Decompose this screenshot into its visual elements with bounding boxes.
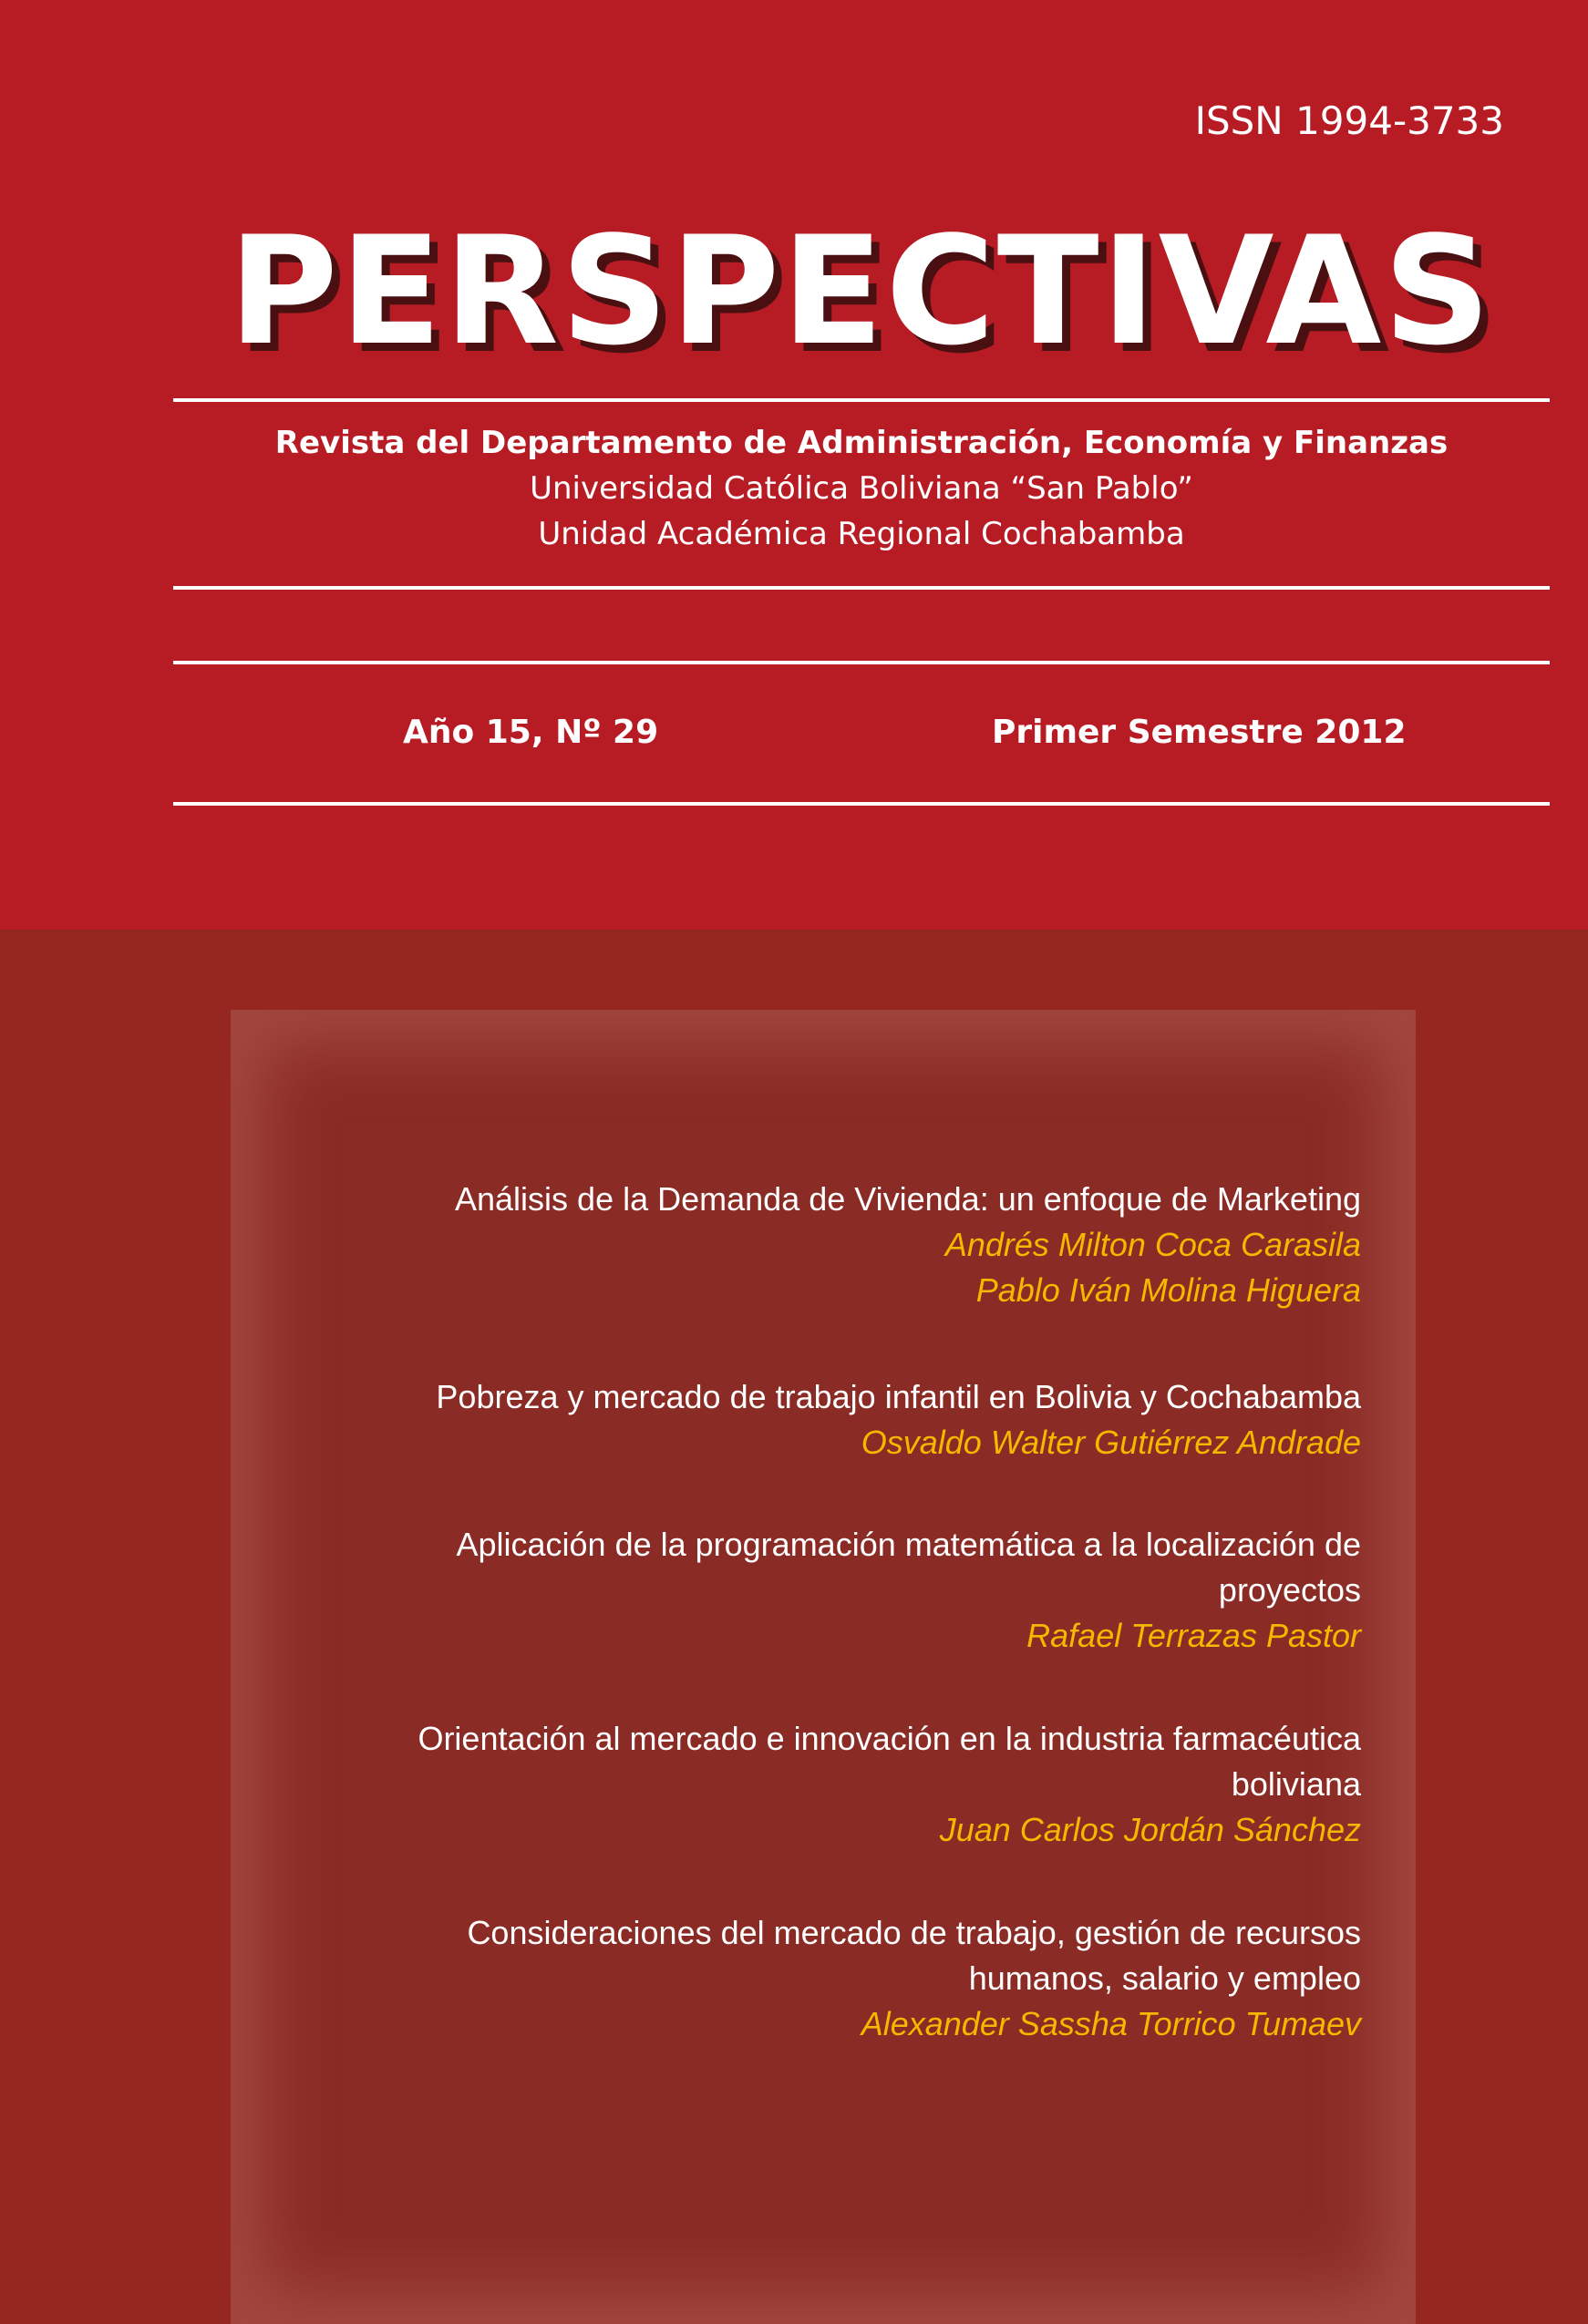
article-title: proyectos <box>1218 1571 1361 1609</box>
article-title: humanos, salario y empleo <box>968 1959 1361 1997</box>
article-entry <box>285 1910 1361 2047</box>
divider-rule <box>173 661 1550 664</box>
article-author: Alexander Sassha Torrico Tumaev <box>861 2005 1361 2042</box>
article-title: boliviana <box>1231 1765 1361 1803</box>
issue-semester: Primer Semestre 2012 <box>992 714 1407 751</box>
article-author: Osvaldo Walter Gutiérrez Andrade <box>861 1424 1361 1461</box>
article-title: Pobreza y mercado de trabajo infantil en Bolivia y Cochabamba <box>436 1378 1361 1415</box>
university-line: Universidad Católica Boliviana “San Pablo” <box>530 470 1193 507</box>
article-entry <box>285 1177 1361 1313</box>
campus-line: Unidad Académica Regional Cochabamba <box>538 516 1185 552</box>
contents-panel <box>231 1010 1416 2324</box>
article-author: Andrés Milton Coca Carasila <box>944 1226 1361 1263</box>
issn-number: ISSN 1994-3733 <box>1194 98 1504 143</box>
article-entry <box>285 1716 1361 1853</box>
divider-rule <box>173 802 1550 806</box>
article-author: Pablo Iván Molina Higuera <box>975 1271 1361 1309</box>
article-entry <box>285 1522 1361 1659</box>
article-title: Orientación al mercado e innovación en la industria farmacéutica <box>418 1720 1361 1757</box>
article-entry <box>285 1374 1361 1465</box>
department-line: Revista del Departamento de Administración, Economía y Finanzas <box>274 425 1449 461</box>
article-author: Rafael Terrazas Pastor <box>1026 1617 1361 1654</box>
divider-rule <box>173 398 1550 402</box>
article-title: Análisis de la Demanda de Vivienda: un enfoque de Marketing <box>455 1180 1361 1218</box>
article-title: Aplicación de la programación matemática a la localización de <box>456 1526 1361 1563</box>
divider-rule <box>173 586 1550 590</box>
article-title: Consideraciones del mercado de trabajo, gestión de recursos <box>467 1914 1361 1951</box>
issue-number: Año 15, Nº 29 <box>403 714 659 751</box>
article-author: Juan Carlos Jordán Sánchez <box>939 1811 1361 1848</box>
journal-title: PERSPECTIVAS <box>228 204 1493 378</box>
